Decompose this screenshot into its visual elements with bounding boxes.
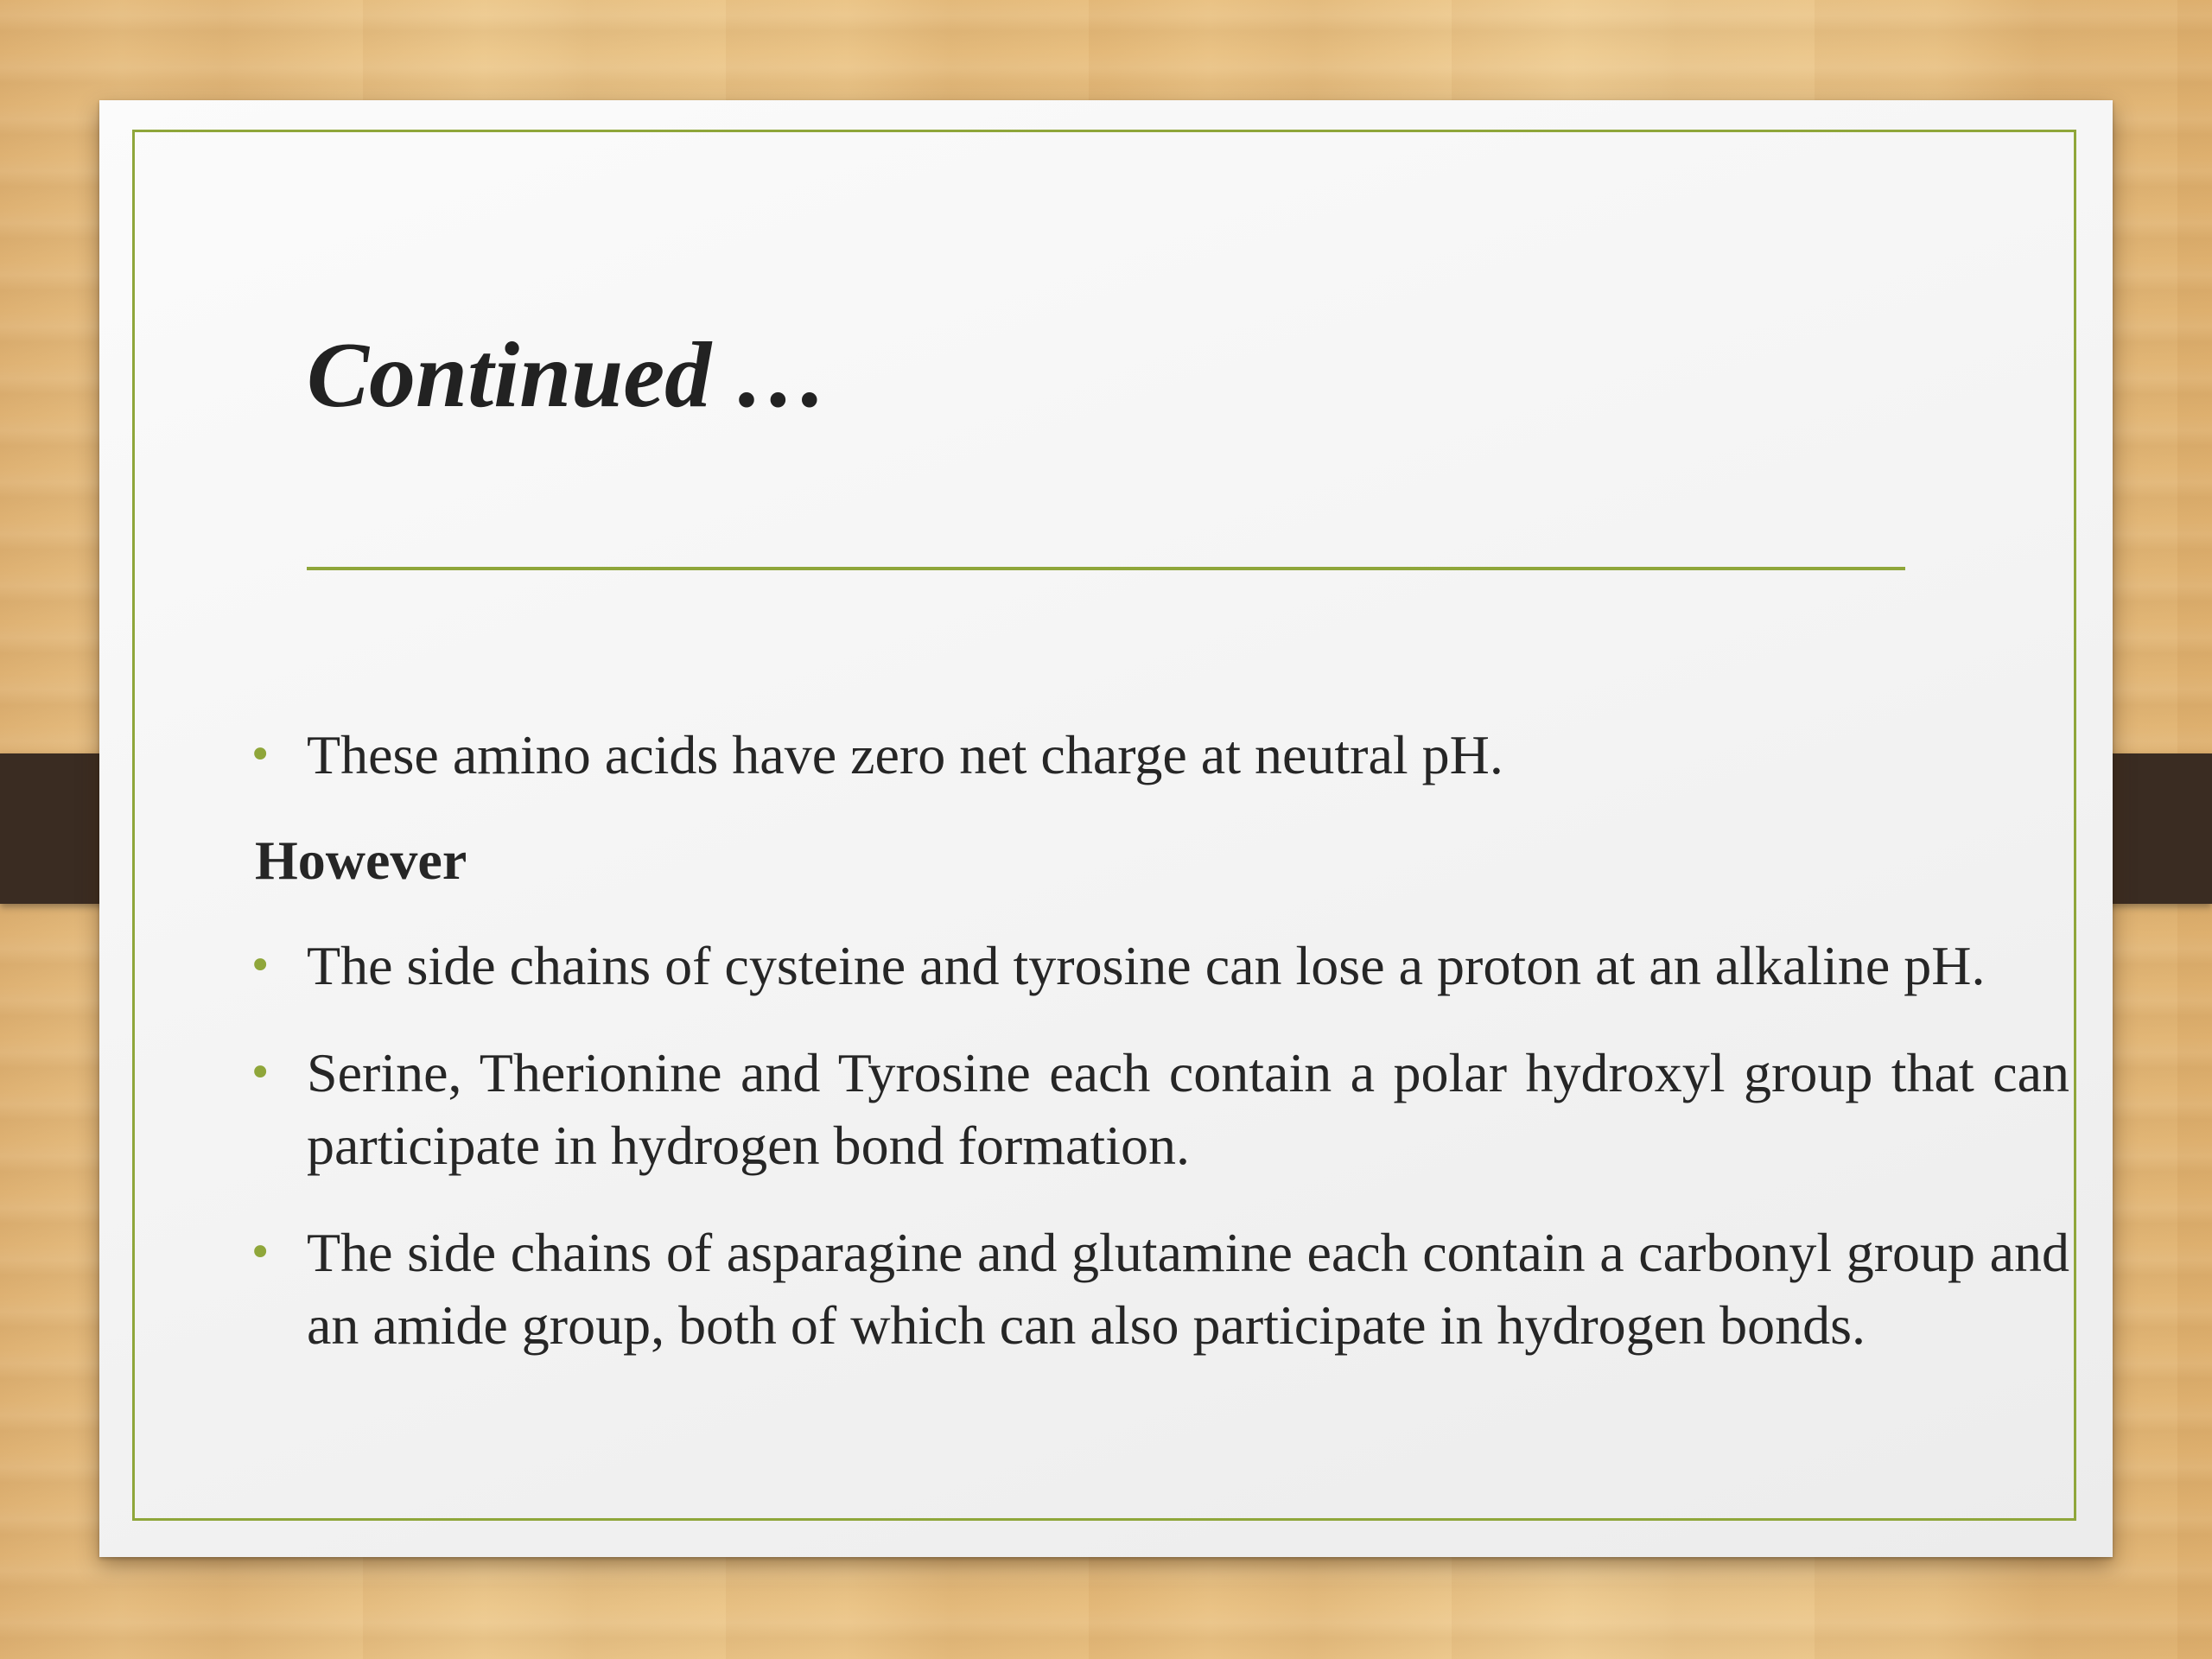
bullet-item xyxy=(229,719,2069,791)
bullet-icon: • xyxy=(248,1049,273,1097)
bullet-item xyxy=(229,930,2069,1002)
slide-card xyxy=(99,100,2113,1557)
bullet-text: The side chains of cysteine and tyrosine can lose a proton at an alkaline pH. xyxy=(307,935,1986,996)
bullet-icon: • xyxy=(248,942,273,990)
bullet-text: Serine, Therionine and Tyrosine each contain a polar hydroxyl group that can participate in hydrogen bond formation. xyxy=(307,1042,2069,1176)
bullet-text: These amino acids have zero net charge at neutral pH. xyxy=(307,724,1503,785)
title-divider xyxy=(307,567,1905,570)
slide-body xyxy=(229,619,2069,1362)
slide-title: Continued … xyxy=(307,324,829,427)
bullet-text: The side chains of asparagine and glutamine each contain a carbonyl group and an amide group, both of which can also participate in hydrogen bonds. xyxy=(307,1222,2069,1356)
bullet-item xyxy=(229,1217,2069,1362)
bullet-icon: • xyxy=(248,1229,273,1277)
bullet-icon: • xyxy=(248,731,273,779)
bullet-item xyxy=(229,1037,2069,1182)
subheading: However xyxy=(255,830,467,891)
